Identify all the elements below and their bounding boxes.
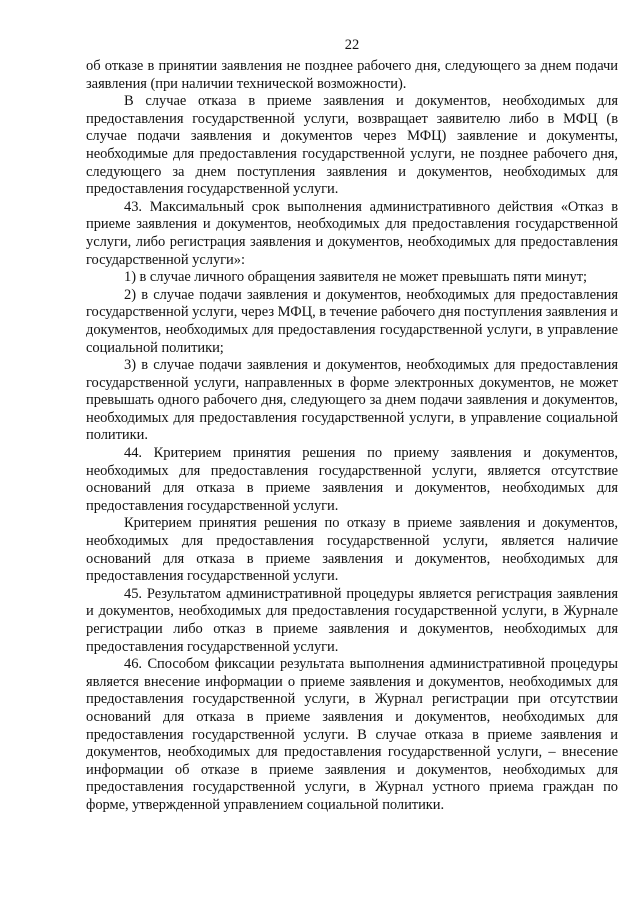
paragraph-43-max-term: 43. Максимальный срок выполнения административного действия «Отказ в приеме заявления и документов, необходимых для предоставления государственной услуги, либо регистрация заявления и документов, необходимых для предоставления государственной услуги»: bbox=[86, 198, 618, 268]
paragraph-43-item-2: 2) в случае подачи заявления и документов, необходимых для предоставления государственной услуги, через МФЦ, в течение рабочего дня поступления заявления и документов, необходимых для предоставления государственной услуги, в управление социальной политики; bbox=[86, 286, 618, 356]
document-page bbox=[86, 37, 618, 815]
paragraph-44-acceptance-criterion: 44. Критерием принятия решения по приему заявления и документов, необходимых для предоставления государственной услуги, является отсутствие оснований для отказа в приеме заявления и документов, необходимых для предоставления государственной услуги. bbox=[86, 445, 618, 514]
paragraph-43-item-3: 3) в случае подачи заявления и документов, необходимых для предоставления государственной услуги, направленных в форме электронных документов, не может превышать одного рабочего дня, следующего за днем подачи заявления и документов, необходимых для предоставления государственной услуги, в управление социальной политики. bbox=[86, 357, 618, 444]
paragraph-44-refusal-criterion: Критерием принятия решения по отказу в приеме заявления и документов, необходимых для предоставления государственной услуги, является наличие оснований для отказа в приеме заявления и документов, необходимых для предоставления государственной услуги. bbox=[86, 515, 618, 585]
page-number: 22 bbox=[344, 37, 360, 53]
paragraph-46-recording-method: 46. Способом фиксации результата выполнения административной процедуры является внесение информации о приеме заявления и документов, необходимых для предоставления государственной услуги, в Журнал регистрации при отсутствии оснований для отказа в приеме заявления и документов, необходимых для предоставления государственной услуги. В случае отказа в приеме заявления и документов, необходимых для предоставления государственной услуги, – внесение информации об отказе в приеме заявления и документов, необходимых для предоставления государственной услуги, в Журнал устного приема граждан по форме, утвержденной управлением социальной политики. bbox=[86, 656, 618, 813]
paragraph-refusal-notice-continued: об отказе в принятии заявления не позднее рабочего дня, следующего за днем подачи заявления (при наличии технической возможности). bbox=[86, 58, 618, 92]
paragraph-refusal-return: В случае отказа в приеме заявления и документов, необходимых для предоставления государственной услуги, возвращает заявителю либо в МФЦ (в случае подачи заявления и документов через МФЦ) заявление и документы, необходимые для предоставления государственной услуги, не позднее рабочего дня, следующего за днем поступления заявления и документов, необходимых для предоставления государственной услуги. bbox=[86, 93, 618, 198]
paragraph-43-item-1: 1) в случае личного обращения заявителя не может превышать пяти минут; bbox=[124, 269, 588, 286]
paragraph-45-result: 45. Результатом административной процедуры является регистрация заявления и документов, необходимых для предоставления государственной услуги, в Журнале регистрации либо отказ в приеме заявления и документов, необходимых для предоставления государственной услуги. bbox=[86, 585, 618, 655]
